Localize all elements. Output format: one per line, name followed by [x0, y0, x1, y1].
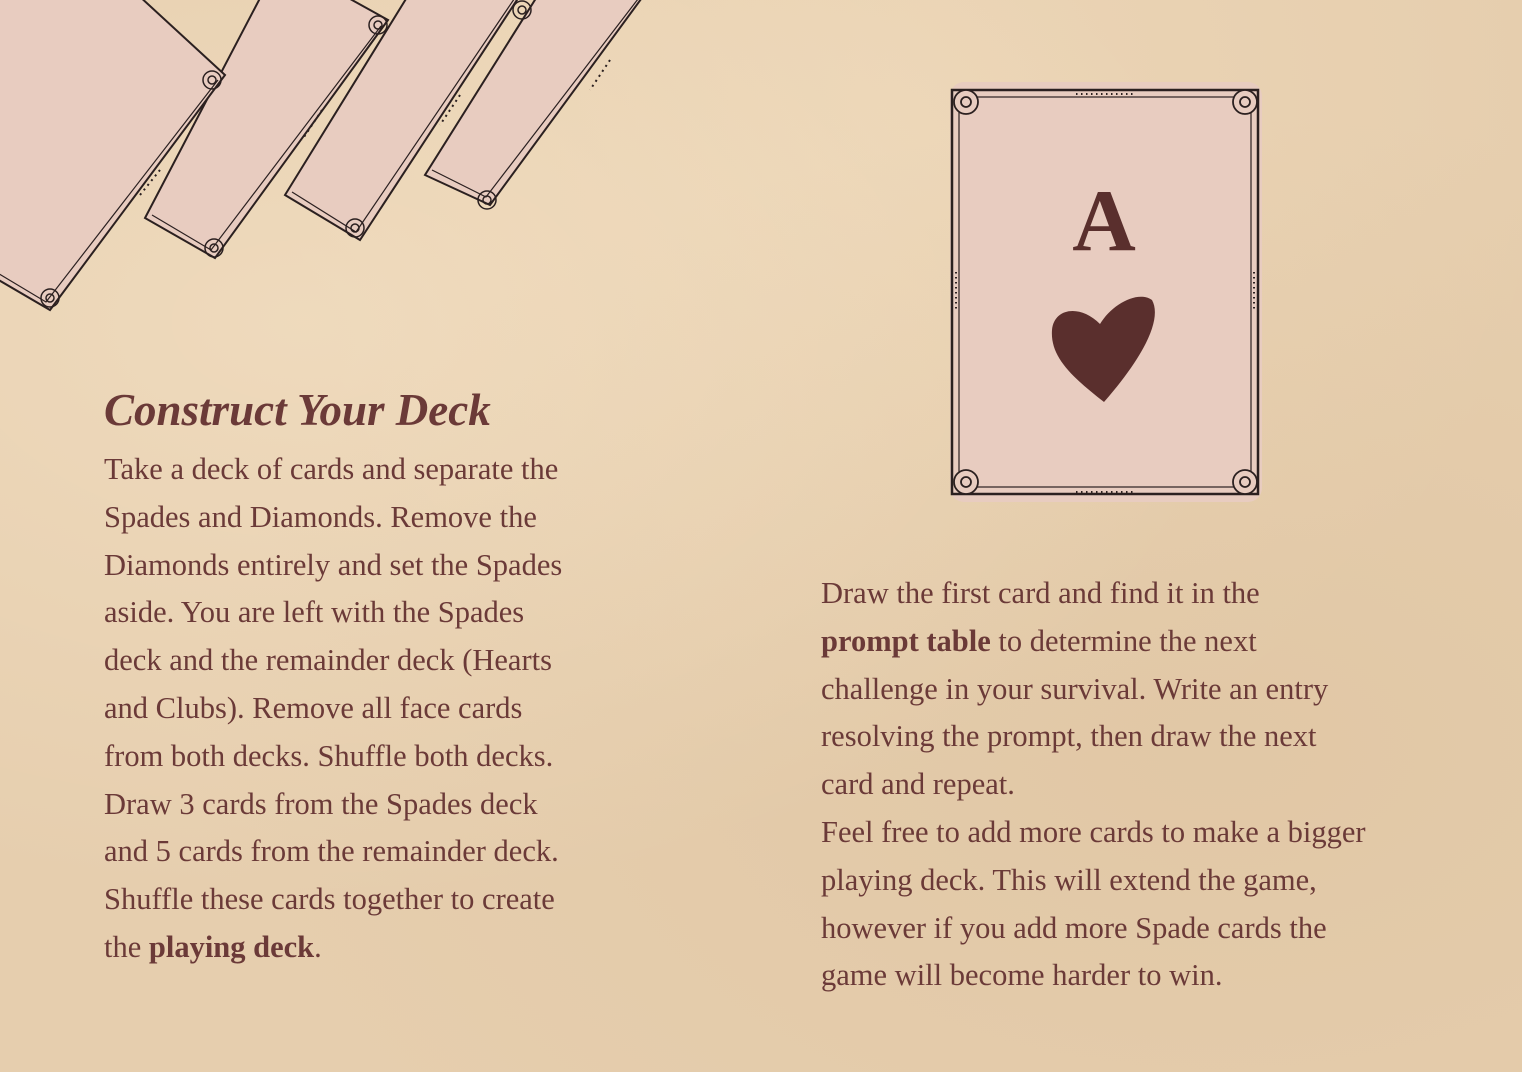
text-line [821, 618, 1441, 666]
text-line: Draw 3 cards from the Spades deck [104, 786, 538, 821]
text-line: resolving the prompt, then draw the next [821, 719, 1317, 754]
play-instructions [821, 570, 1441, 1000]
prompt-table-term: prompt table [821, 623, 991, 658]
card-fan-illustration [0, 0, 680, 330]
text-line: Draw the first card and find it in the [821, 576, 1260, 610]
text-line: however if you add more Spade cards the [821, 910, 1327, 945]
text-line: playing deck. This will extend the game, [821, 862, 1317, 897]
text-line: Spades and Diamonds. Remove the [104, 499, 537, 534]
playing-deck-term: playing deck [148, 929, 315, 964]
text-fragment: to determine the next [990, 623, 1257, 658]
construct-deck-instructions [104, 446, 624, 972]
text-line: game will become harder to win. [821, 958, 1223, 993]
text-line: Feel free to add more cards to make a bigger [821, 814, 1366, 849]
text-line: card and repeat. [821, 767, 1015, 802]
text-line: from both decks. Shuffle both decks. [104, 738, 554, 773]
text-line: deck and the remainder deck (Hearts [104, 643, 552, 678]
text-line: and 5 cards from the remainder deck. [104, 834, 559, 869]
text-line: Shuffle these cards together to create [104, 882, 555, 917]
text-line: challenge in your survival. Write an entry [821, 671, 1329, 706]
text-line: and Clubs). Remove all face cards [104, 690, 523, 725]
text-fragment: the [104, 929, 149, 964]
text-line-last [104, 924, 624, 972]
text-fragment: . [314, 929, 322, 964]
ace-of-hearts-card [940, 72, 1272, 512]
text-line: Diamonds entirely and set the Spades [104, 547, 563, 582]
card-rank: A [1072, 173, 1136, 270]
text-line: Take a deck of cards and separate the [104, 452, 559, 486]
section-title: Construct Your Deck [104, 385, 491, 435]
text-line: aside. You are left with the Spades [104, 595, 525, 630]
